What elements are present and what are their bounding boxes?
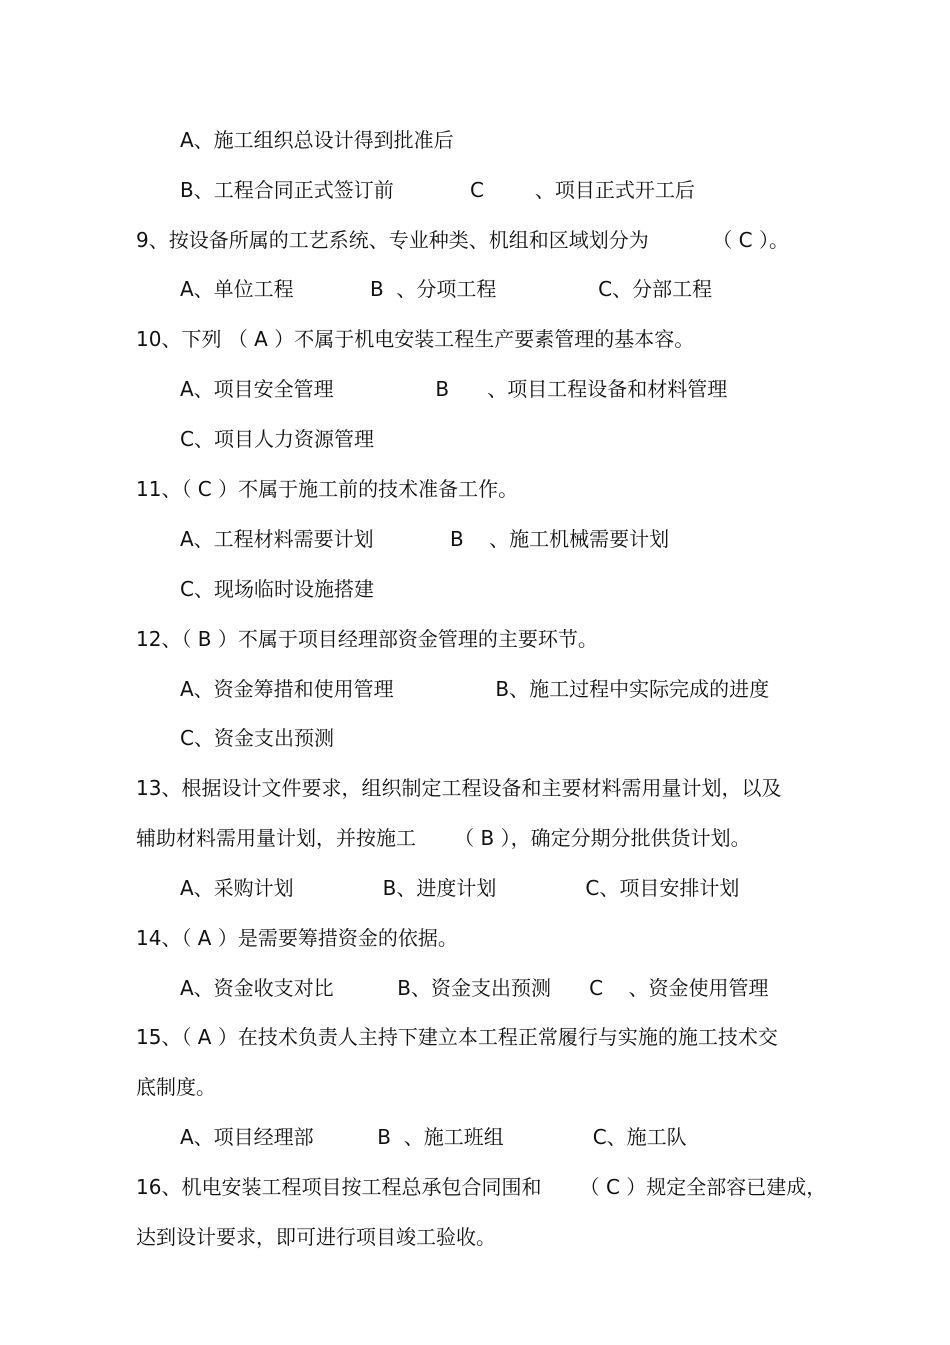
option-line: A、项目经理部 B 、施工班组 C、施工队 [180, 1125, 687, 1149]
question-line-continued: 底制度。 [136, 1075, 216, 1099]
option-line: C、项目人力资源管理 [180, 427, 374, 451]
question-line-continued: 辅助材料需用量计划，并按施工 （ B ），确定分期分批供货计划。 [136, 826, 751, 850]
question-line: 16、机电安装工程项目按工程总承包合同围和 （ C ）规定全部容已建成， [136, 1175, 827, 1199]
option-line: A、资金收支对比 B、资金支出预测 C 、资金使用管理 [180, 976, 769, 1000]
option-line: C、资金支出预测 [180, 726, 334, 750]
question-line-continued: 达到设计要求，即可进行项目竣工验收。 [136, 1225, 496, 1249]
question-line: 11、（ C ）不属于施工前的技术准备工作。 [136, 477, 519, 501]
question-line: 12、（ B ）不属于项目经理部资金管理的主要环节。 [136, 627, 598, 651]
question-line: 9、按设备所属的工艺系统、专业种类、机组和区域划分为 （ C ）。 [136, 228, 789, 252]
option-line: A、采购计划 B、进度计划 C、项目安排计划 [180, 876, 740, 900]
option-line: A、单位工程 B 、分项工程 C、分部工程 [180, 277, 713, 301]
option-line: A、施工组织总设计得到批准后 [180, 128, 454, 152]
question-line: 13、根据设计文件要求，组织制定工程设备和主要材料需用量计划，以及 [136, 776, 782, 800]
option-line: A、资金筹措和使用管理 B、施工过程中实际完成的进度 [180, 677, 770, 701]
question-line: 10、下列 （ A ）不属于机电安装工程生产要素管理的基本容。 [136, 327, 695, 351]
question-line: 15、（ A ）在技术负责人主持下建立本工程正常履行与实施的施工技术交 [136, 1025, 778, 1049]
option-line: A、工程材料需要计划 B 、施工机械需要计划 [180, 527, 670, 551]
option-line: B、工程合同正式签订前 C 、项目正式开工后 [180, 178, 695, 202]
option-line: A、项目安全管理 B 、项目工程设备和材料管理 [180, 377, 728, 401]
option-line: C、现场临时设施搭建 [180, 577, 374, 601]
question-line: 14、（ A ）是需要筹措资金的依据。 [136, 926, 458, 950]
